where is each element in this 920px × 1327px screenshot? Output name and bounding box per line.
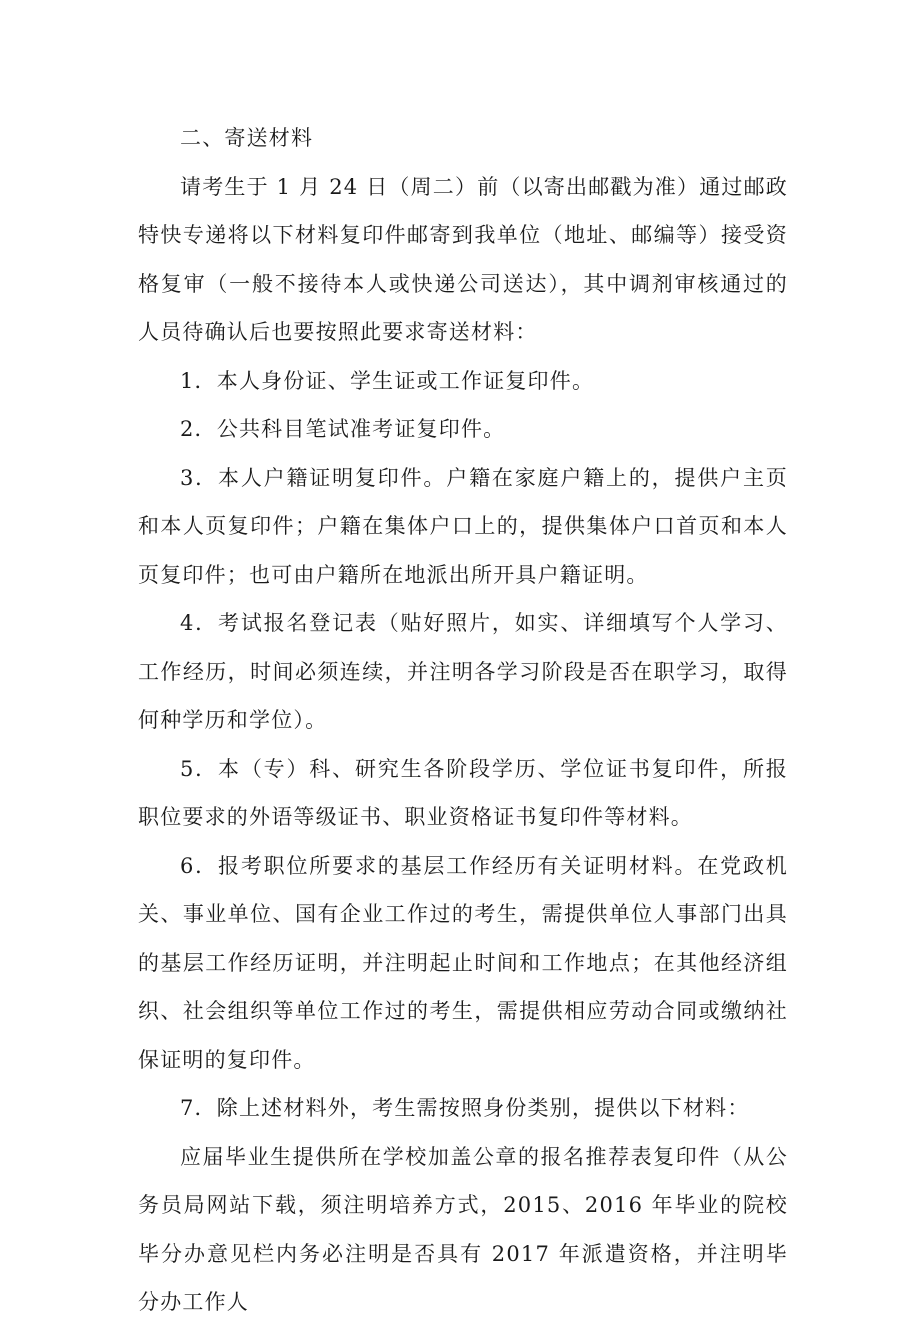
intro-paragraph: 请考生于 1 月 24 日（周二）前（以寄出邮戳为准）通过邮政特快专递将以下材料复印件邮寄到我单位（地址、邮编等）接受资格复审（一般不接待本人或快递公司送达），其中调剂审核通过的人员待确认后也要按照此要求寄送材料： — [138, 174, 788, 344]
item-5-paragraph: 5．本（专）科、研究生各阶段学历、学位证书复印件，所报职位要求的外语等级证书、职业资格证书复印件等材料。 — [138, 756, 788, 829]
section-heading: 二、寄送材料 — [180, 126, 314, 150]
item-4-paragraph: 4．考试报名登记表（贴好照片，如实、详细填写个人学习、工作经历，时间必须连续，并注明各学习阶段是否在职学习，取得何种学历和学位）。 — [138, 611, 788, 732]
graduate-materials-paragraph: 应届毕业生提供所在学校加盖公章的报名推荐表复印件（从公务员局网站下载，须注明培养方式，2015、2016 年毕业的院校毕分办意见栏内务必注明是否具有 2017 年派遣资格，并注明毕分办工作人 — [138, 1144, 788, 1314]
item-2-paragraph: 2．公共科目笔试准考证复印件。 — [180, 417, 506, 441]
item-1-paragraph: 1．本人身份证、学生证或工作证复印件。 — [180, 368, 595, 393]
item-3-paragraph: 3．本人户籍证明复印件。户籍在家庭户籍上的，提供户主页和本人页复印件；户籍在集体户口上的，提供集体户口首页和本人页复印件；也可由户籍所在地派出所开具户籍证明。 — [138, 465, 788, 587]
item-7-paragraph: 7．除上述材料外，考生需按照身份类别，提供以下材料： — [180, 1096, 750, 1120]
document-body — [138, 114, 788, 1327]
item-6-paragraph: 6．报考职位所要求的基层工作经历有关证明材料。在党政机关、事业单位、国有企业工作过的考生，需提供单位人事部门出具的基层工作经历证明，并注明起止时间和工作地点；在其他经济组织、社会组织等单位工作过的考生，需提供相应劳动合同或缴纳社保证明的复印件。 — [138, 853, 788, 1072]
